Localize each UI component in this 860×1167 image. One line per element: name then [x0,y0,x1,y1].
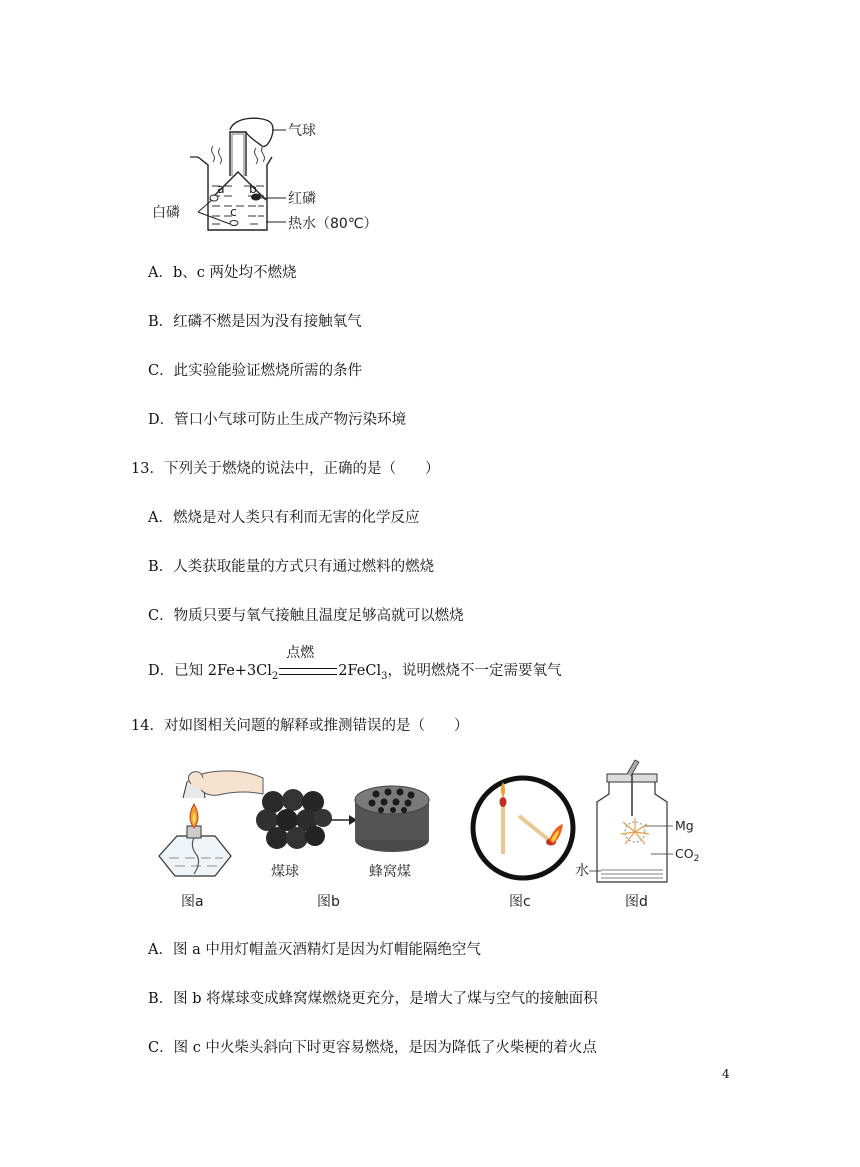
matches-figure [473,778,573,878]
q13-d-prefix: D．已知 2Fe+3Cl [148,663,272,679]
page-number: 4 [722,1067,730,1081]
fig-b-caption: 图b [317,894,340,910]
q14-option-b: B．图 b 将煤球变成蜂窝煤燃烧更充分，是增大了煤与空气的接触面积 [148,991,598,1007]
fig-a-caption: 图a [181,894,204,910]
fig-d-caption: 图d [625,894,648,910]
q14-option-c: C．图 c 中火柴头斜向下时更容易燃烧，是因为降低了火柴梗的着火点 [148,1040,597,1056]
q13-option-a: A．燃烧是对人类只有利而无害的化学反应 [148,510,420,526]
q12-option-a: A．b、c 两处均不燃烧 [148,265,297,281]
combustion-experiment-figure [150,110,390,240]
honeycomb-coal-label: 蜂窝煤 [369,864,411,880]
q13-d-sub2: 3 [381,670,388,682]
mark-c: c [230,204,237,219]
q13-d-post: ，说明燃烧不一定需要氧气 [387,663,562,679]
magnesium-co2-figure [589,760,673,882]
white-phosphorus-c [230,221,238,226]
mark-a: a [217,181,225,196]
q12-option-b: B．红磷不燃是因为没有接触氧气 [148,314,362,330]
q14-figures [145,758,715,918]
alcohol-lamp-figure [159,771,263,876]
reaction-condition-label: 点燃 [286,645,315,661]
q12-option-c: C．此实验能验证燃烧所需的条件 [148,363,363,379]
q13-option-d [148,645,562,687]
co2-label: $CO_2$ [675,846,700,864]
q14-stem: 14．对如图相关问题的解释或推测错误的是（ ） [131,718,469,734]
coal-ball-label: 煤球 [271,864,299,880]
q13-option-b: B．人类获取能量的方式只有通过燃料的燃烧 [148,559,435,575]
mg-label: Mg [675,818,694,833]
q14-option-a: A．图 a 中用灯帽盖灭酒精灯是因为灯帽能隔绝空气 [148,942,481,958]
fig-c-caption: 图c [509,894,531,910]
equals-sign-icon [279,668,337,675]
q13-d-sub1: 2 [271,670,279,682]
water-label: 水 [575,863,589,879]
hot-water-label: 热水（80℃） [288,216,378,232]
reaction-condition [278,645,338,681]
q12-option-d: D．管口小气球可防止生成产物污染环境 [148,412,407,428]
coal-figure [256,786,429,852]
red-phosphorus-label: 红磷 [288,191,316,207]
white-phosphorus-label: 白磷 [152,205,180,221]
mark-b: b [249,181,257,196]
q13-option-c: C．物质只要与氧气接触且温度足够高就可以燃烧 [148,608,464,624]
balloon-label: 气球 [288,123,316,139]
q13-d-mid: 2FeCl [338,663,382,679]
q13-stem: 13．下列关于燃烧的说法中，正确的是（ ） [131,461,440,477]
